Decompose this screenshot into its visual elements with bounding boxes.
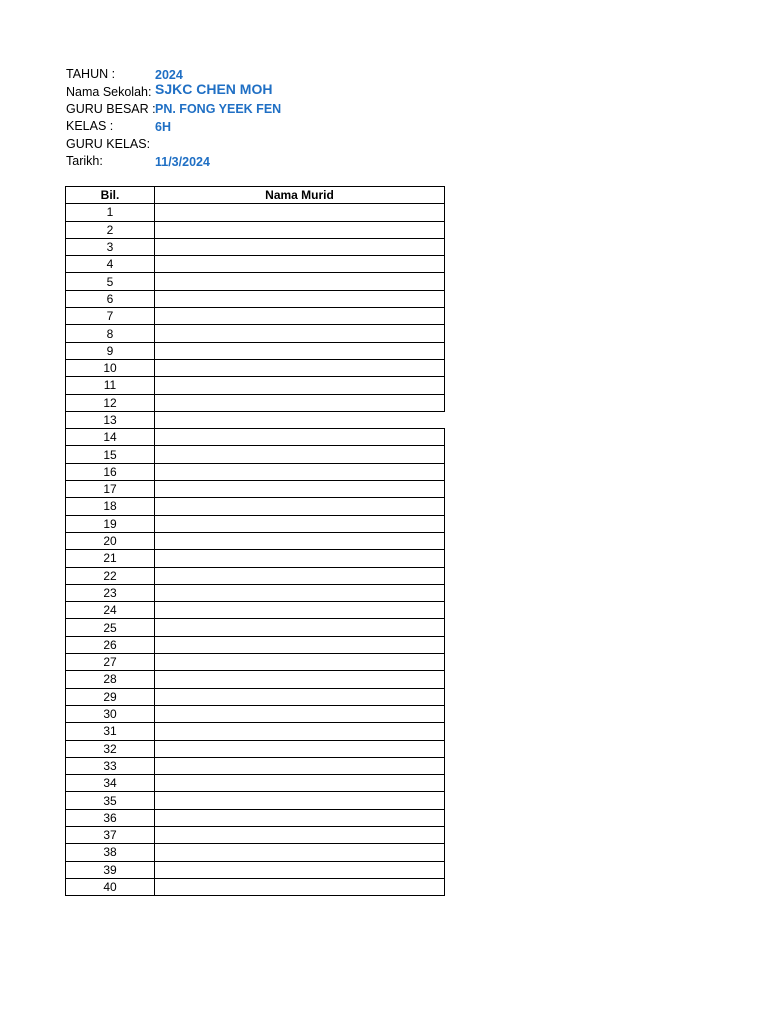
row-number: 33 bbox=[66, 757, 155, 774]
student-name-cell[interactable] bbox=[155, 775, 445, 792]
row-number: 18 bbox=[66, 498, 155, 515]
student-name-cell[interactable] bbox=[155, 826, 445, 843]
student-name-cell[interactable] bbox=[155, 394, 445, 411]
row-number: 10 bbox=[66, 359, 155, 376]
student-name-cell[interactable] bbox=[155, 636, 445, 653]
row-number: 24 bbox=[66, 602, 155, 619]
row-number: 14 bbox=[66, 429, 155, 446]
student-name-cell[interactable] bbox=[155, 273, 445, 290]
table-row bbox=[66, 446, 445, 463]
table-row bbox=[66, 775, 445, 792]
row-number: 12 bbox=[66, 394, 155, 411]
table-row bbox=[66, 844, 445, 861]
student-table bbox=[65, 186, 445, 896]
table-row bbox=[66, 705, 445, 722]
tahun-value: 2024 bbox=[155, 68, 183, 82]
table-row bbox=[66, 723, 445, 740]
student-name-cell[interactable] bbox=[155, 256, 445, 273]
tarikh-value: 11/3/2024 bbox=[155, 155, 210, 169]
student-name-cell[interactable] bbox=[155, 550, 445, 567]
table-row bbox=[66, 359, 445, 376]
row-number: 40 bbox=[66, 878, 155, 895]
table-row bbox=[66, 654, 445, 671]
table-row bbox=[66, 411, 445, 428]
row-number: 17 bbox=[66, 481, 155, 498]
row-number: 7 bbox=[66, 308, 155, 325]
student-name-cell[interactable] bbox=[155, 290, 445, 307]
table-row bbox=[66, 671, 445, 688]
student-name-cell[interactable] bbox=[155, 584, 445, 601]
table-row bbox=[66, 256, 445, 273]
student-name-cell[interactable] bbox=[155, 446, 445, 463]
student-name-cell[interactable] bbox=[155, 705, 445, 722]
table-row bbox=[66, 342, 445, 359]
student-name-cell[interactable] bbox=[155, 532, 445, 549]
student-name-cell[interactable] bbox=[155, 740, 445, 757]
table-row bbox=[66, 463, 445, 480]
bil-header: Bil. bbox=[66, 187, 155, 204]
student-name-cell[interactable] bbox=[155, 878, 445, 895]
row-number: 8 bbox=[66, 325, 155, 342]
table-body bbox=[66, 204, 445, 896]
row-number: 1 bbox=[66, 204, 155, 221]
guru-kelas-label: GURU KELAS: bbox=[66, 137, 151, 151]
student-name-cell[interactable] bbox=[155, 602, 445, 619]
student-name-cell[interactable] bbox=[155, 238, 445, 255]
table-row bbox=[66, 792, 445, 809]
table-row bbox=[66, 498, 445, 515]
table-row bbox=[66, 290, 445, 307]
student-name-cell[interactable] bbox=[155, 325, 445, 342]
student-name-cell[interactable] bbox=[155, 757, 445, 774]
row-number: 20 bbox=[66, 532, 155, 549]
student-name-cell[interactable] bbox=[155, 671, 445, 688]
row-number: 37 bbox=[66, 826, 155, 843]
student-name-cell[interactable] bbox=[155, 654, 445, 671]
row-number: 9 bbox=[66, 342, 155, 359]
table-row bbox=[66, 602, 445, 619]
row-number: 38 bbox=[66, 844, 155, 861]
table-row bbox=[66, 809, 445, 826]
row-number: 31 bbox=[66, 723, 155, 740]
sekolah-value: SJKC CHEN MOH bbox=[155, 81, 273, 97]
row-number: 35 bbox=[66, 792, 155, 809]
row-number: 16 bbox=[66, 463, 155, 480]
row-number: 25 bbox=[66, 619, 155, 636]
table-row bbox=[66, 308, 445, 325]
tahun-label: TAHUN : bbox=[66, 67, 116, 81]
table-row bbox=[66, 688, 445, 705]
row-number: 34 bbox=[66, 775, 155, 792]
student-name-cell[interactable] bbox=[155, 221, 445, 238]
row-number: 39 bbox=[66, 861, 155, 878]
row-number: 2 bbox=[66, 221, 155, 238]
table-row bbox=[66, 325, 445, 342]
student-name-cell[interactable] bbox=[155, 723, 445, 740]
row-number: 21 bbox=[66, 550, 155, 567]
row-number: 11 bbox=[66, 377, 155, 394]
row-number: 23 bbox=[66, 584, 155, 601]
student-name-cell[interactable] bbox=[155, 308, 445, 325]
table-row bbox=[66, 619, 445, 636]
table-row bbox=[66, 221, 445, 238]
row-number: 36 bbox=[66, 809, 155, 826]
student-name-cell[interactable] bbox=[155, 481, 445, 498]
table-row bbox=[66, 740, 445, 757]
sekolah-label: Nama Sekolah: bbox=[66, 85, 152, 99]
student-name-cell[interactable] bbox=[155, 359, 445, 376]
row-number: 5 bbox=[66, 273, 155, 290]
table-row bbox=[66, 429, 445, 446]
student-name-cell[interactable] bbox=[155, 688, 445, 705]
row-number: 29 bbox=[66, 688, 155, 705]
student-name-cell[interactable] bbox=[155, 377, 445, 394]
table-row bbox=[66, 532, 445, 549]
kelas-value: 6H bbox=[155, 120, 171, 134]
row-number: 22 bbox=[66, 567, 155, 584]
table-row bbox=[66, 861, 445, 878]
row-number: 6 bbox=[66, 290, 155, 307]
student-name-cell[interactable] bbox=[155, 204, 445, 221]
row-number: 27 bbox=[66, 654, 155, 671]
table-row bbox=[66, 550, 445, 567]
row-number: 32 bbox=[66, 740, 155, 757]
row-number: 19 bbox=[66, 515, 155, 532]
table-row bbox=[66, 394, 445, 411]
row-number: 28 bbox=[66, 671, 155, 688]
table-row bbox=[66, 273, 445, 290]
row-number: 3 bbox=[66, 238, 155, 255]
student-name-cell[interactable] bbox=[155, 515, 445, 532]
row-number: 15 bbox=[66, 446, 155, 463]
guru-besar-label: GURU BESAR : bbox=[66, 102, 156, 116]
guru-besar-value: PN. FONG YEEK FEN bbox=[155, 102, 282, 116]
table-row bbox=[66, 826, 445, 843]
table-row bbox=[66, 377, 445, 394]
student-name-cell[interactable] bbox=[155, 411, 445, 428]
student-name-cell[interactable] bbox=[155, 619, 445, 636]
student-name-cell[interactable] bbox=[155, 498, 445, 515]
student-name-cell[interactable] bbox=[155, 567, 445, 584]
table-header-row bbox=[66, 187, 445, 204]
row-number: 26 bbox=[66, 636, 155, 653]
table-row bbox=[66, 757, 445, 774]
student-name-cell[interactable] bbox=[155, 342, 445, 359]
row-number: 4 bbox=[66, 256, 155, 273]
table-row bbox=[66, 238, 445, 255]
table-row bbox=[66, 878, 445, 895]
student-name-cell[interactable] bbox=[155, 792, 445, 809]
table-row bbox=[66, 515, 445, 532]
student-name-cell[interactable] bbox=[155, 844, 445, 861]
student-name-cell[interactable] bbox=[155, 861, 445, 878]
student-name-cell[interactable] bbox=[155, 809, 445, 826]
tarikh-label: Tarikh: bbox=[66, 154, 103, 168]
student-name-cell[interactable] bbox=[155, 463, 445, 480]
table-row bbox=[66, 567, 445, 584]
row-number: 30 bbox=[66, 705, 155, 722]
row-number: 13 bbox=[66, 411, 155, 428]
table-row bbox=[66, 584, 445, 601]
table-row bbox=[66, 636, 445, 653]
table-row bbox=[66, 481, 445, 498]
kelas-label: KELAS : bbox=[66, 119, 114, 133]
table-row bbox=[66, 204, 445, 221]
student-name-cell[interactable] bbox=[155, 429, 445, 446]
nama-murid-header: Nama Murid bbox=[155, 187, 445, 204]
